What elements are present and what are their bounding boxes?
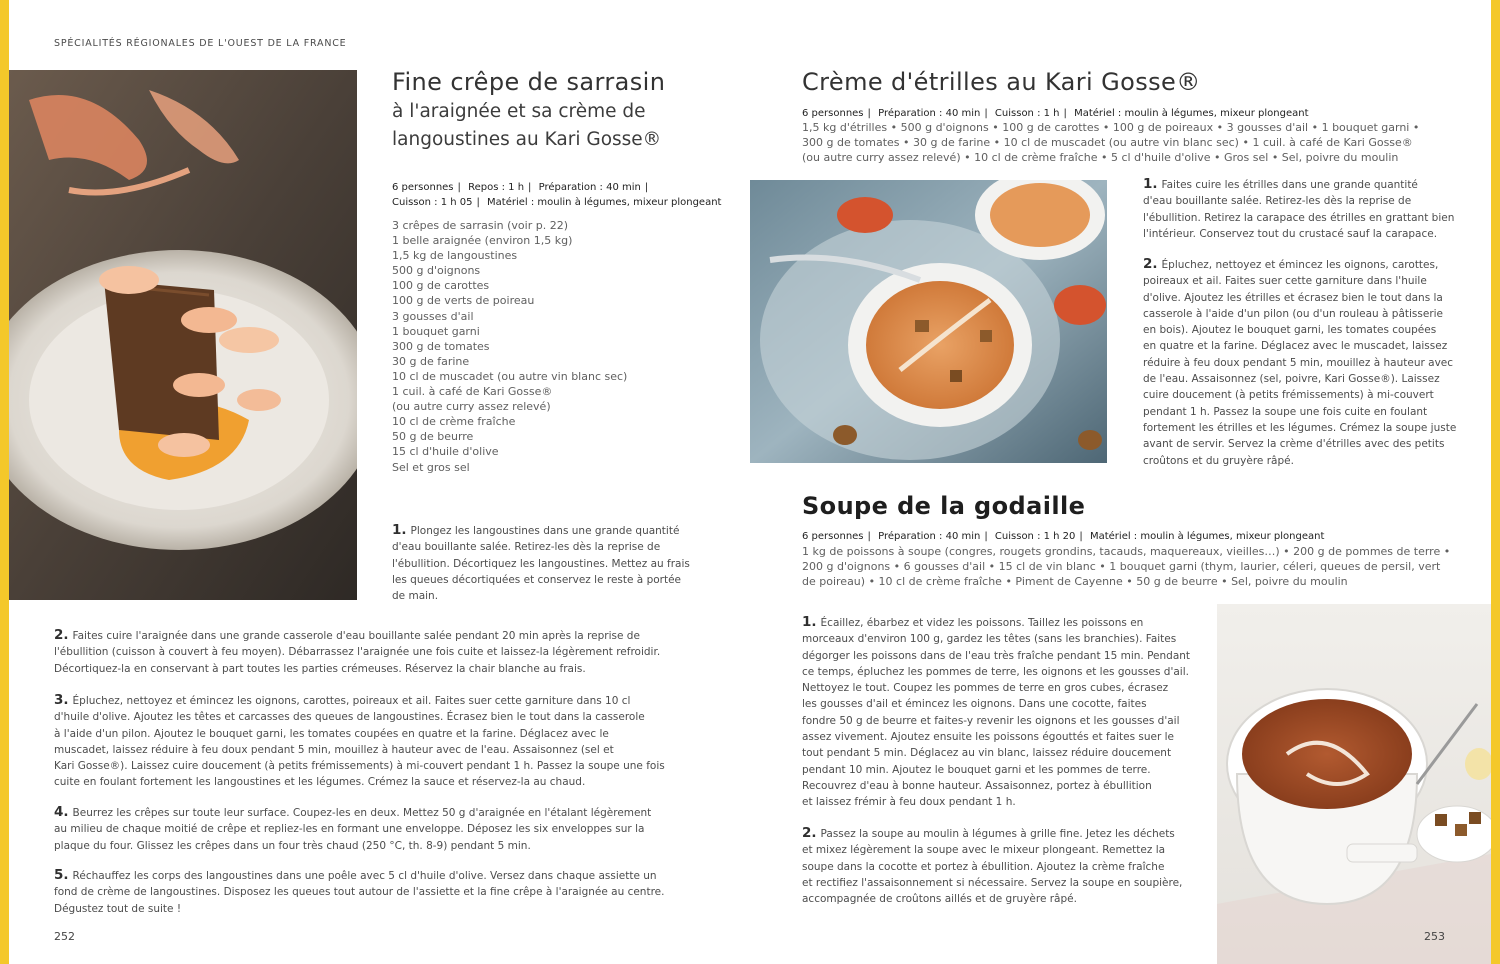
recipe-meta-etrilles: 6 personnes | Préparation : 40 min | Cuisson : 1 h | Matériel : moulin à légumes, mixeur plongeant	[802, 108, 1309, 119]
recipe-title-etrilles: Crème d'étrilles au Kari Gosse®	[802, 68, 1201, 96]
step-1-etrilles: 1. Faites cuire les étrilles dans une grande quantité d'eau bouillante salée. Retirez-les dès la reprise de l'ébullition. Retirez la carapace des étrilles en grattant bien l'intérieur. Conservez tout du crustacé sauf la carapace.	[1143, 176, 1455, 240]
page-number-right: 253	[1424, 930, 1445, 943]
step-1-crepe: 1. Plongez les langoustines dans une grande quantité d'eau bouillante salée. Retirez-les dès la reprise de l'ébullition. Décortiquez les langoustines. Mettez au frais les queues décortiquées et conservez le reste à portée de main.	[392, 522, 690, 603]
page-edge-yellow-left	[0, 0, 9, 964]
ingredient-item: 15 cl d'huile d'olive	[392, 445, 499, 459]
ingredient-item: 3 crêpes de sarrasin (voir p. 22)	[392, 219, 569, 232]
ingredient-item: 1 belle araignée (environ 1,5 kg)	[392, 234, 573, 248]
ingredient-item: 3 gousses d'ail	[392, 309, 474, 323]
ingredient-item: 50 g de beurre	[392, 430, 474, 444]
recipe-meta-crepe	[392, 180, 722, 210]
ingredient-item: 1,5 kg de langoustines	[392, 249, 518, 263]
page-number-left: 252	[54, 930, 75, 943]
ingredient-item: 300 g de tomates	[392, 339, 490, 353]
ingredient-paragraph-godaille: 1 kg de poissons à soupe (congres, rougets grondins, tacauds, maquereaux, vieilles…) • 200 g de pommes de terre • 200 g d'oignons • 6 gousses d'ail • 15 cl de vin blanc • 1 bouquet garni (thym, laurier, céleri, queues de persil, vert de poireau) • 10 cl de crème fraîche • Piment de Cayenne • 50 g de beurre • Sel, poivre du moulin	[802, 545, 1451, 589]
ingredient-item: (ou autre curry assez relevé)	[392, 400, 551, 414]
crepe-langoustines-photo	[9, 70, 357, 600]
ingredient-item: 100 g de verts de poireau	[392, 294, 535, 308]
ingredient-item: 10 cl de crème fraîche	[392, 415, 516, 429]
page-edge-yellow-right	[1491, 0, 1500, 964]
creme-etrilles-photo	[750, 180, 1107, 463]
ingredient-list-crepe	[392, 218, 627, 475]
ingredient-item: Sel et gros sel	[392, 460, 470, 474]
step-2-godaille: 2. Passez la soupe au moulin à légumes à grille fine. Jetez les déchets et mixez légèrement la soupe avec le mixeur plongeant. Remettez la soupe dans la cocotte et portez à ébullition. Ajoutez la crème fraîche et rectifiez l'assaisonnement si nécessaire. Servez la soupe en soupière, accompagnée de croûtons aillés et de gruyère râpé.	[802, 825, 1183, 906]
ingredient-item: 1 cuil. à café de Kari Gosse®	[392, 385, 553, 399]
ingredient-paragraph-etrilles: 1,5 kg d'étrilles • 500 g d'oignons • 100 g de carottes • 100 g de poireaux • 3 gousses d'ail • 1 bouquet garni • 300 g de tomates • 30 g de farine • 10 cl de muscadet (ou autre vin blanc sec) • 1 cuil. à café de Kari Gosse® (ou autre curry assez relevé) • 10 cl de crème fraîche • 5 cl d'huile d'olive • Gros sel • Sel, poivre du moulin	[802, 121, 1420, 165]
ingredient-item: 10 cl de muscadet (ou autre vin blanc sec)	[392, 369, 628, 383]
recipe-subtitle-line-1: à l'araignée et sa crème de	[392, 101, 646, 122]
ingredient-item: 500 g d'oignons	[392, 264, 481, 278]
soupe-godaille-photo	[1217, 604, 1491, 964]
ingredient-item: 30 g de farine	[392, 354, 470, 368]
step-2-etrilles: 2. Épluchez, nettoyez et émincez les oignons, carottes, poireaux et ail. Faites suer cette garniture dans l'huile d'olive. Ajoutez les étrilles et écrasez bien le tout dans la casserole à l'aide d'un pilon (ou d'un rouleau à pâtisserie en bois). Ajoutez le bouquet garni, les tomates coupées en quatre et la farine. Déglacez avec le muscadet, laissez réduire à feu doux pendant 5 min, mouillez à hauteur avec de l'eau. Assaisonnez (sel, poivre, Kari Gosse®). Laissez cuire doucement (à petits frémissements) à mi-couvert pendant 1 h. Passez la soupe une fois cuite en foulant fortement les étrilles et les légumes. Crémez la soupe juste avant de servir. Servez la crème d'étrilles avec des petits croûtons et du gruyère râpé.	[1143, 256, 1457, 467]
recipe-subtitle-line-2: langoustines au Kari Gosse®	[392, 129, 662, 150]
recipe-title-godaille: Soupe de la godaille	[802, 492, 1086, 520]
meta-line-2: Cuisson : 1 h 05 | Matériel : moulin à légumes, mixeur plongeant	[392, 197, 722, 208]
recipe-title-crepe: Fine crêpe de sarrasin	[392, 68, 666, 96]
recipe-meta-godaille: 6 personnes | Préparation : 40 min | Cuisson : 1 h 20 | Matériel : moulin à légumes, mixeur plongeant	[802, 531, 1325, 542]
page-header: SPÉCIALITÉS RÉGIONALES DE L'OUEST DE LA FRANCE	[54, 38, 347, 49]
step-2-crepe: 2. Faites cuire l'araignée dans une grande casserole d'eau bouillante salée pendant 20 min après la reprise de l'ébullition (cuisson à couvert à feu moyen). Débarrassez l'araignée une fois cuite et laissez-la légèrement refroidir. Décortiquez-la en conservant à part toutes les parties crémeuses. Réservez la chair blanche au frais.	[54, 627, 661, 675]
step-5-crepe: 5. Réchauffez les corps des langoustines dans une poêle avec 5 cl d'huile d'olive. Versez dans chaque assiette un fond de crème de langoustines. Disposez les queues tout autour de l'assiette et la fine crêpe à l'araignée au centre. Dégustez tout de suite !	[54, 867, 665, 915]
ingredient-item: 1 bouquet garni	[392, 324, 480, 338]
ingredient-item: 100 g de carottes	[392, 279, 490, 293]
step-3-crepe: 3. Épluchez, nettoyez et émincez les oignons, carottes, poireaux et ail. Faites suer cette garniture dans 10 cl d'huile d'olive. Ajoutez les têtes et carcasses des queues de langoustines. Écrasez bien le tout dans la casserole à l'aide d'un pilon. Ajoutez le bouquet garni, les tomates coupées en quatre et la farine. Déglacez avec le muscadet, laissez réduire à feu doux pendant 5 min, mouillez à hauteur avec de l'eau. Assaisonnez (sel et Kari Gosse®). Laissez cuire doucement (à petits frémissements) à mi-couvert pendant 1 h. Passez la soupe une fois cuite en foulant fortement les langoustines et les légumes. Crémez la sauce et réservez-la au chaud.	[54, 692, 665, 789]
step-1-godaille: 1. Écaillez, ébarbez et videz les poissons. Taillez les poissons en morceaux d'environ 100 g, gardez les têtes (sans les branchies). Faites dégorger les poissons dans de l'eau très fraîche pendant 15 min. Pendant ce temps, épluchez les pommes de terre, les oignons et les gousses d'ail. Nettoyez le tout. Coupez les pommes de terre en gros cubes, écrasez les gousses d'ail et émincez les oignons. Dans une cocotte, faites fondre 50 g de beurre et faites-y revenir les oignons et les gousses d'ail assez vivement. Ajoutez ensuite les poissons égouttés et faites suer le tout pendant 5 min. Déglacez au vin blanc, laissez réduire doucement pendant 10 min. Ajoutez le bouquet garni et les pommes de terre. Recouvrez d'eau à bonne hauteur. Assaisonnez, portez à ébullition et laissez frémir à feu doux pendant 1 h.	[802, 614, 1191, 809]
meta-line-1: 6 personnes | Repos : 1 h | Préparation : 40 min |	[392, 182, 649, 193]
step-4-crepe: 4. Beurrez les crêpes sur toute leur surface. Coupez-les en deux. Mettez 50 g d'araignée en l'étalant légèrement au milieu de chaque moitié de crêpe et repliez-les en formant une enveloppe. Déposez les six enveloppes sur la plaque du four. Glissez les crêpes dans un four très chaud (250 °C, th. 8-9) pendant 5 min.	[54, 804, 652, 852]
